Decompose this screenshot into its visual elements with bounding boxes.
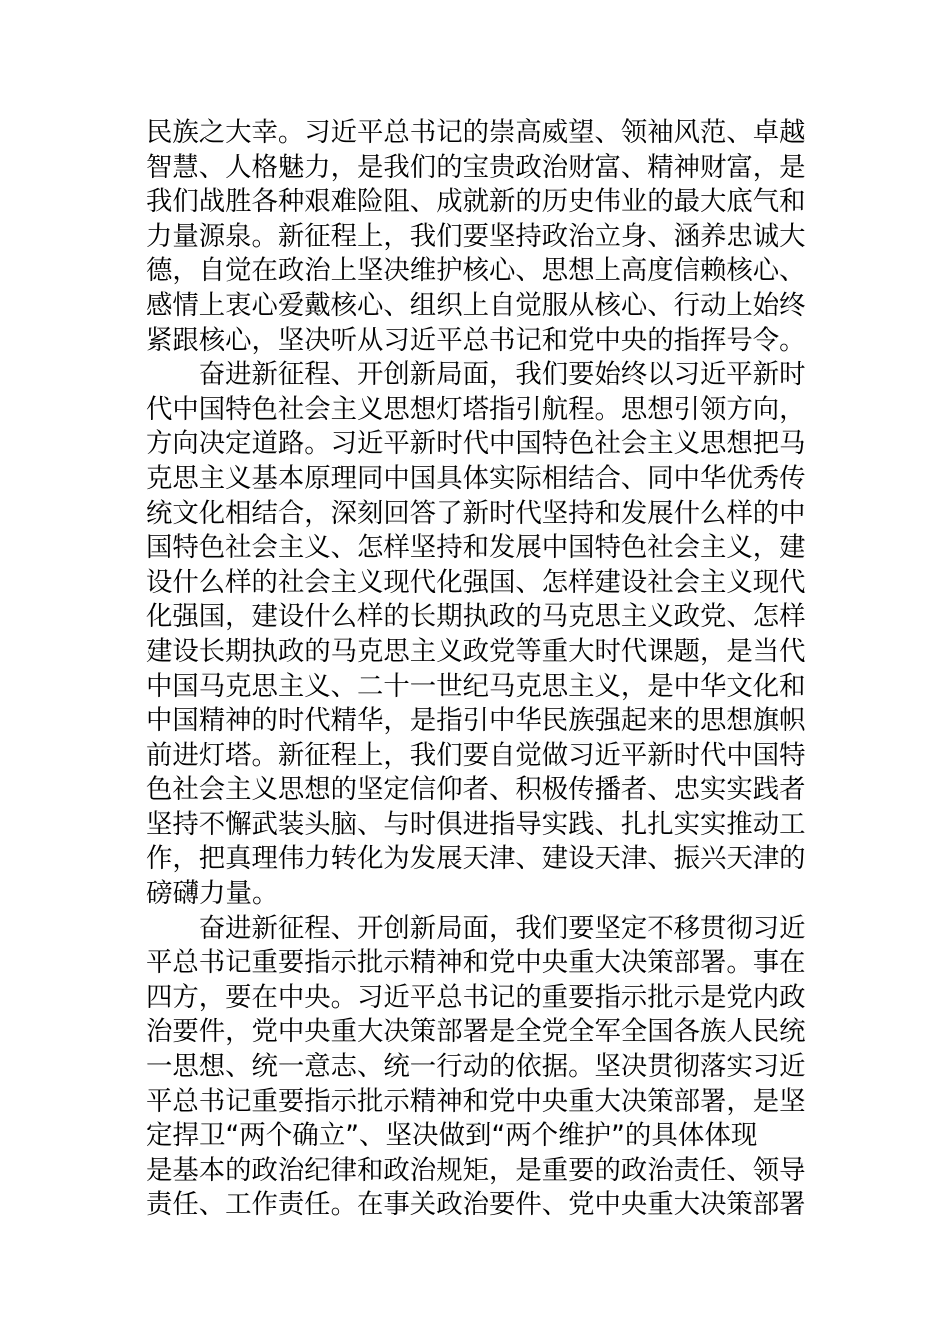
- text-line: 建设长期执政的马克思主义政党等重大时代课题，是当代: [146, 635, 806, 667]
- text-line: 设什么样的社会主义现代化强国、怎样建设社会主义现代: [146, 566, 806, 598]
- text-line: 感情上衷心爱戴核心、组织上自觉服从核心、行动上始终: [146, 289, 806, 321]
- text-line: 色社会主义思想的坚定信仰者、积极传播者、忠实实践者: [146, 774, 806, 806]
- paragraph-start-line: 奋进新征程、开创新局面，我们要始终以习近平新时: [198, 359, 806, 391]
- text-line: 紧跟核心，坚决听从习近平总书记和党中央的指挥号令。: [146, 324, 806, 356]
- text-line: 中国精神的时代精华，是指引中华民族强起来的思想旗帜: [146, 705, 806, 737]
- text-line: 智慧、人格魅力，是我们的宝贵政治财富、精神财富，是: [146, 151, 806, 183]
- text-line: 前进灯塔。新征程上，我们要自觉做习近平新时代中国特: [146, 739, 806, 771]
- text-line: 平总书记重要指示批示精神和党中央重大决策部署，是坚: [146, 1085, 806, 1117]
- text-line: 定捍卫“两个确立”、坚决做到“两个维护”的具体体现: [146, 1120, 758, 1152]
- text-line: 克思主义基本原理同中国具体实际相结合、同中华优秀传: [146, 462, 806, 494]
- text-line: 德，自觉在政治上坚决维护核心、思想上高度信赖核心、: [146, 255, 806, 287]
- text-line: 磅礴力量。: [146, 878, 279, 910]
- text-line: 方向决定道路。习近平新时代中国特色社会主义思想把马: [146, 428, 806, 460]
- text-line: 代中国特色社会主义思想灯塔指引航程。思想引领方向，: [146, 393, 806, 425]
- text-line: 国特色社会主义、怎样坚持和发展中国特色社会主义，建: [146, 532, 806, 564]
- text-line: 作，把真理伟力转化为发展天津、建设天津、振兴天津的: [146, 843, 806, 875]
- text-line: 是基本的政治纪律和政治规矩，是重要的政治责任、领导: [146, 1154, 806, 1186]
- text-line: 四方，要在中央。习近平总书记的重要指示批示是党内政: [146, 981, 806, 1013]
- text-line: 化强国，建设什么样的长期执政的马克思主义政党、怎样: [146, 601, 806, 633]
- text-line: 中国马克思主义、二十一世纪马克思主义，是中华文化和: [146, 670, 806, 702]
- paragraph-start-line: 奋进新征程、开创新局面，我们要坚定不移贯彻习近: [198, 912, 806, 944]
- text-line: 坚持不懈武装头脑、与时俱进指导实践、扎扎实实推动工: [146, 808, 806, 840]
- text-line: 治要件，党中央重大决策部署是全党全军全国各族人民统: [146, 1016, 806, 1048]
- text-line: 一思想、统一意志、统一行动的依据。坚决贯彻落实习近: [146, 1051, 806, 1083]
- text-line: 我们战胜各种艰难险阻、成就新的历史伟业的最大底气和: [146, 186, 806, 218]
- text-line: 责任、工作责任。在事关政治要件、党中央重大决策部署: [146, 1189, 806, 1221]
- text-line: 统文化相结合，深刻回答了新时代坚持和发展什么样的中: [146, 497, 806, 529]
- body-text: [146, 116, 806, 1223]
- text-line: 平总书记重要指示批示精神和党中央重大决策部署。事在: [146, 947, 806, 979]
- text-line: 民族之大幸。习近平总书记的崇高威望、领袖风范、卓越: [146, 117, 806, 148]
- text-line: 力量源泉。新征程上，我们要坚持政治立身、涵养忠诚大: [146, 220, 806, 252]
